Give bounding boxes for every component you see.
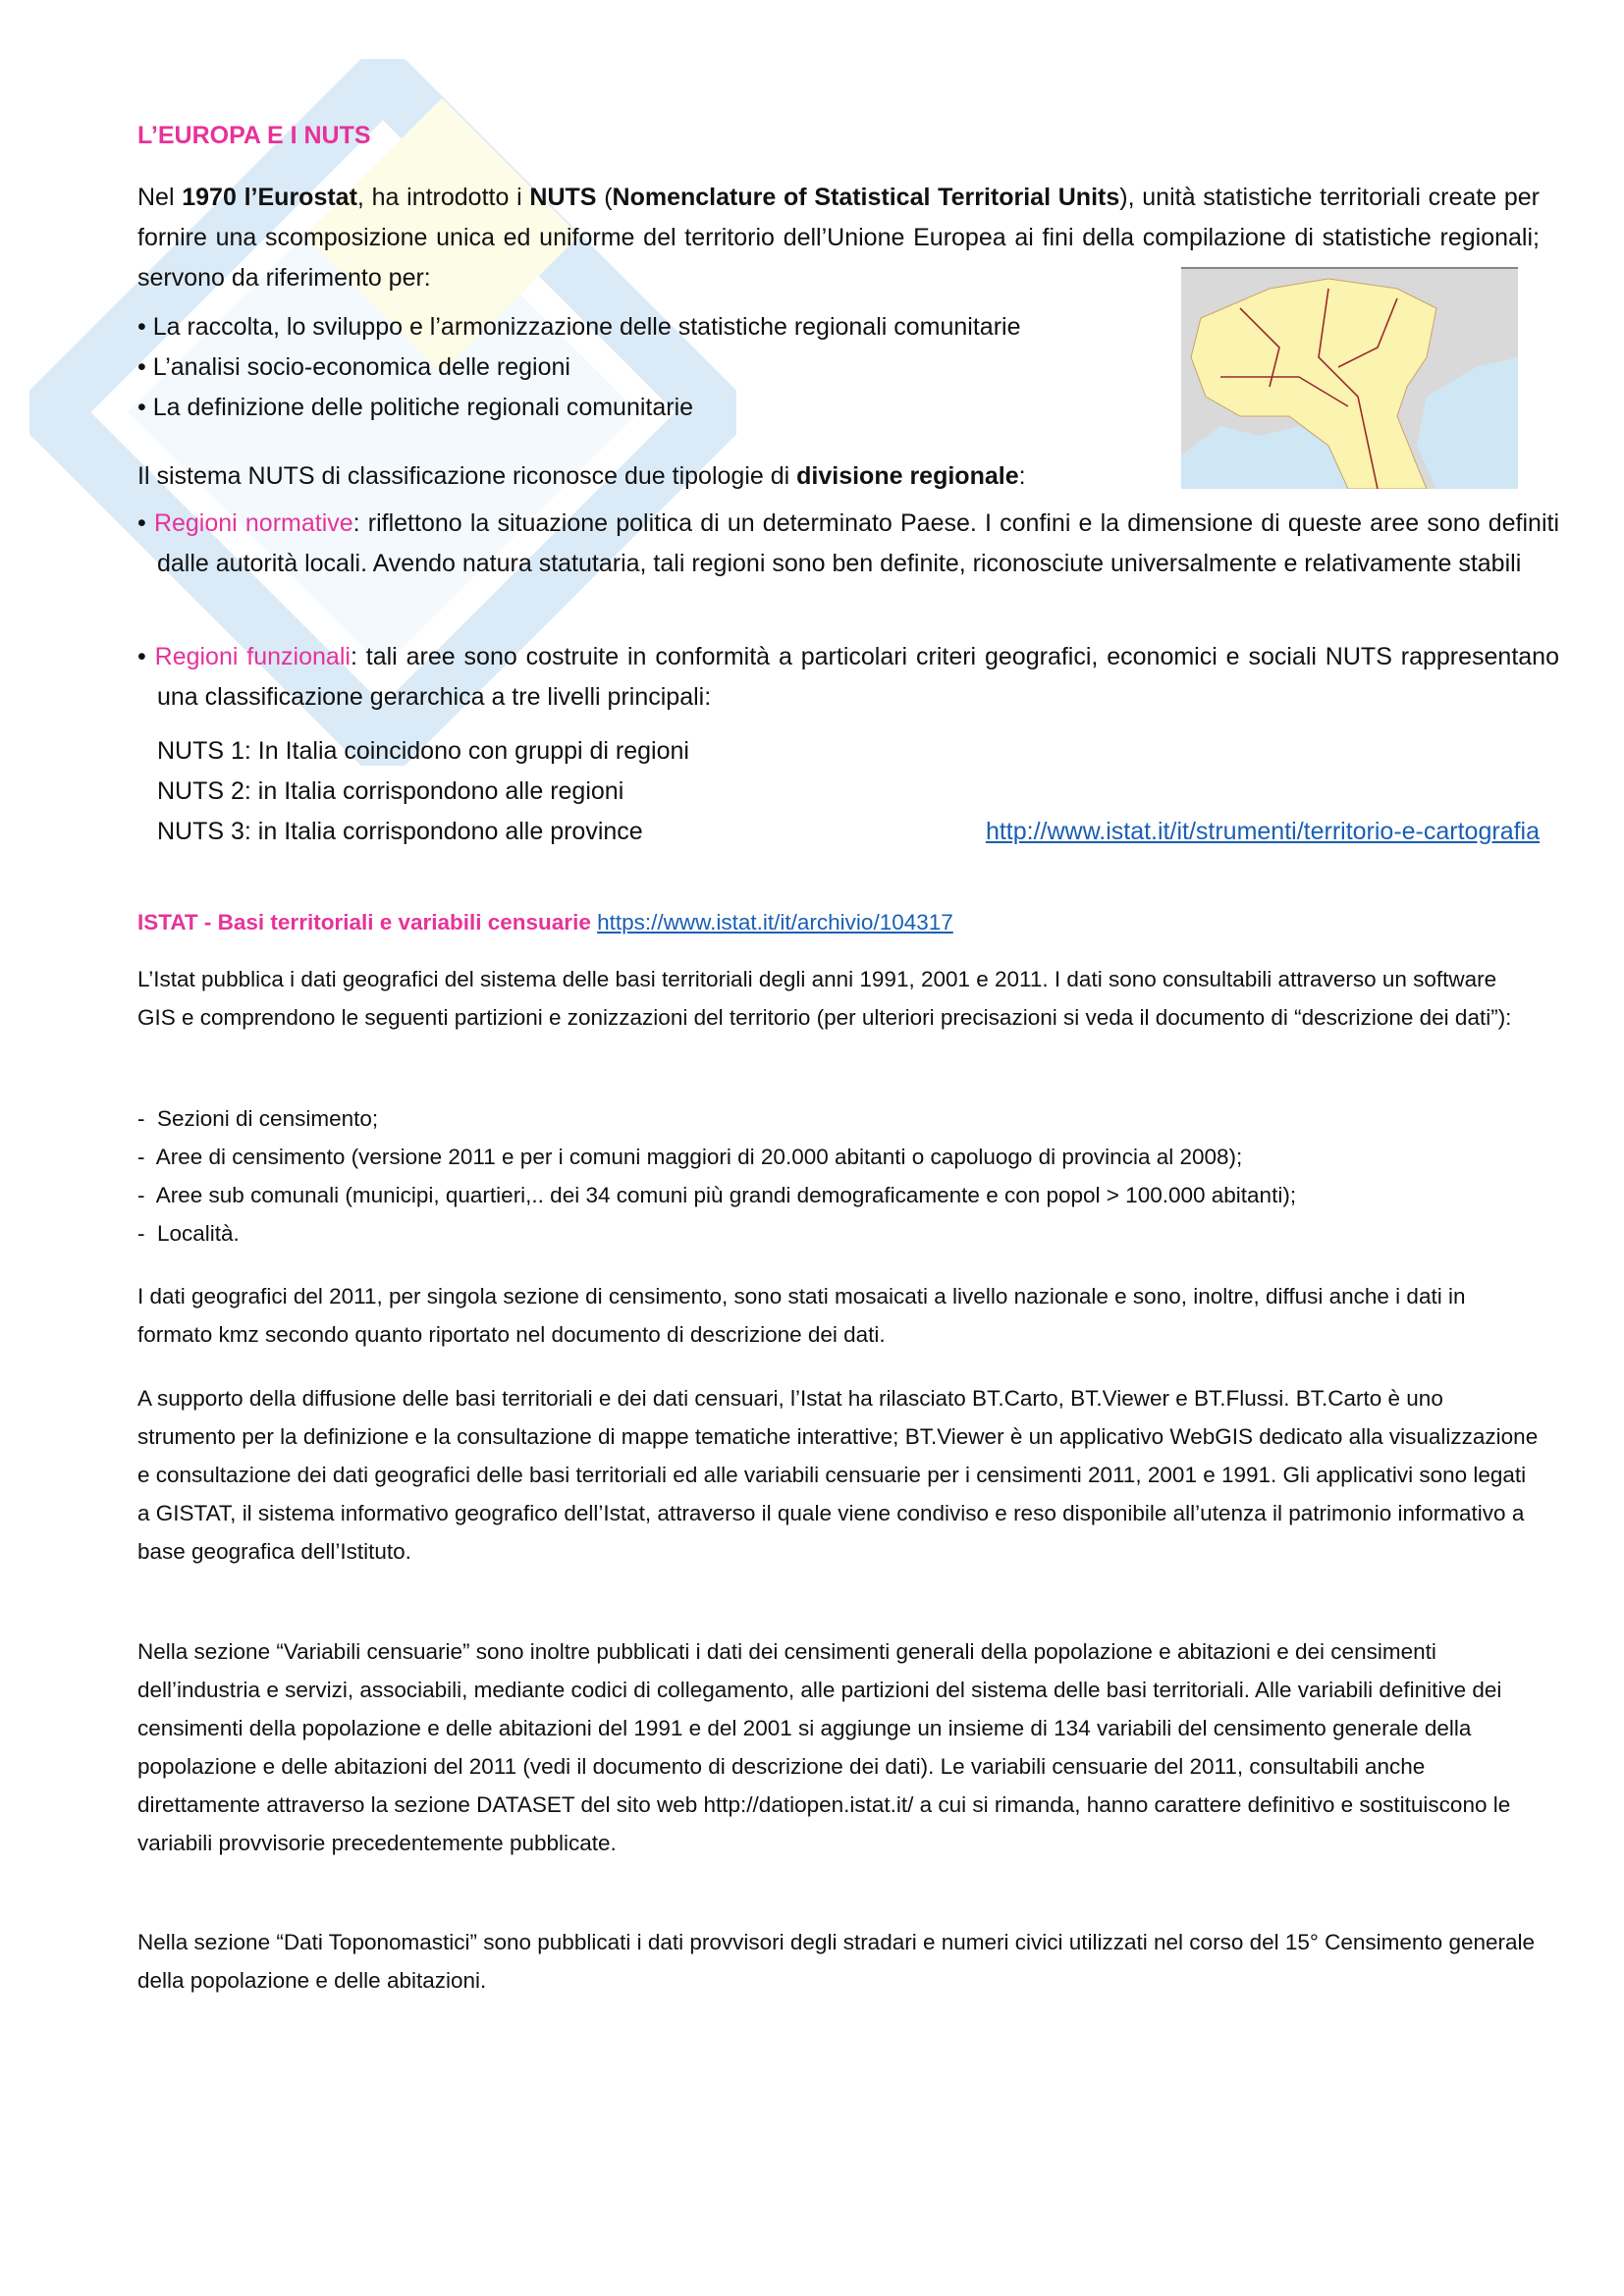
nuts-level-2: NUTS 2: in Italia corrispondono alle regioni bbox=[157, 776, 624, 805]
istat-cartografia-link[interactable]: http://www.istat.it/it/strumenti/territorio-e-cartografia bbox=[985, 818, 1540, 845]
paragraph-2011-data: I dati geografici del 2011, per singola sezione di censimento, sono stati mosaicati a livello nazionale e sono, inoltre, diffusi anche i dati in formato kmz secondo quanto riportato nel documento di descrizione dei dati. bbox=[137, 1284, 1466, 1347]
regioni-funzionali-item: • Regioni funzionali: tali aree sono costruite in conformità a particolari criteri geografici, economici e sociali NUTS rappresentano una classificazione gerarchica a tre livelli principali: bbox=[137, 643, 1559, 711]
regioni-normative-item: • Regioni normative: riflettono la situazione politica di un determinato Paese. I confini e la dimensione di queste aree sono definiti dalle autorità locali. Avendo natura statutaria, tali regioni sono ben definite, riconosciute universalmente e relativamente stabili bbox=[137, 509, 1559, 577]
paragraph-intro: L’Istat pubblica i dati geografici del sistema delle basi territoriali degli anni 1991, 2001 e 2011. I dati sono consultabili attraverso un software GIS e comprendono le seguenti partizioni e zonizzazioni del territorio (per ulteriori precisazioni si veda il documento di “descrizione dei dati”): bbox=[137, 967, 1512, 1030]
list-item: • La raccolta, lo sviluppo e l’armonizzazione delle statistiche regionali comunitarie bbox=[137, 313, 1021, 341]
list-item: - Aree sub comunali (municipi, quartieri,.. dei 34 comuni più grandi demograficamente e con popol > 100.000 abitanti); bbox=[137, 1183, 1297, 1207]
uses-list bbox=[137, 307, 1159, 427]
nuts-level-3: NUTS 3: in Italia corrispondono alle province bbox=[157, 817, 643, 845]
intro-paragraph: Nel 1970 l’Eurostat, ha introdotto i NUTS (Nomenclature of Statistical Territorial Units), unità statistiche territoriali create per fornire una scomposizione unica ed uniforme del territorio dell’Unione Europea ai fini della compilazione di statistiche regionali; servono da riferimento per: bbox=[137, 184, 1541, 292]
list-item: • L’analisi socio-economica delle regioni bbox=[137, 352, 570, 381]
partitions-list bbox=[137, 1099, 1540, 1253]
nuts-level-1: NUTS 1: In Italia coincidono con gruppi di regioni bbox=[157, 737, 689, 765]
list-item: - Aree di censimento (versione 2011 e per i comuni maggiori di 20.000 abitanti o capoluogo di provincia al 2008); bbox=[137, 1145, 1243, 1169]
paragraph-bt-tools: A supporto della diffusione delle basi territoriali e dei dati censuari, l’Istat ha rilasciato BT.Carto, BT.Viewer e BT.Flussi. BT.Carto è uno strumento per la definizione e la consultazione di mappe tematiche interattive; BT.Viewer è un applicativo WebGIS dedicato alla visualizzazione e consultazione dei dati geografici delle basi territoriali ed alle variabili censuarie per i censimenti 2011, 2001 e 1991. Gli applicativi sono legati a GISTAT, il sistema informativo geografico dell’Istat, attraverso il quale viene condiviso e reso disponibile all’utenza il patrimonio informativo a base geografica dell’Istituto. bbox=[137, 1386, 1539, 1564]
list-item: • La definizione delle politiche regionali comunitarie bbox=[137, 393, 694, 421]
classification-paragraph: Il sistema NUTS di classificazione riconosce due tipologie di divisione regionale: bbox=[137, 462, 1026, 490]
istat-archivio-link[interactable]: https://www.istat.it/it/archivio/104317 bbox=[597, 910, 953, 934]
section-title-nuts: L’EUROPA E I NUTS bbox=[137, 122, 371, 149]
istat-heading: ISTAT - Basi territoriali e variabili censuarie https://www.istat.it/it/archivio/104317 bbox=[137, 910, 953, 934]
paragraph-variabili-censuarie: Nella sezione “Variabili censuarie” sono inoltre pubblicati i dati dei censimenti generali della popolazione e abitazioni e dei censimenti dell’industria e servizi, associabili, mediante codici di collegamento, alle partizioni del sistema delle basi territoriali. Alle variabili definitive dei censimenti della popolazione e delle abitazioni del 1991 e del 2001 si aggiunge un insieme di 134 variabili del censimento generale della popolazione e delle abitazioni del 2011 (vedi il documento di descrizione dei dati). Le variabili censuarie del 2011, consultabili anche direttamente attraverso la sezione DATASET del sito web http://datiopen.istat.it/ a cui si rimanda, hanno carattere definitivo e sostituiscono le variabili provvisorie precedentemente pubblicate. bbox=[137, 1639, 1511, 1855]
list-item: - Sezioni di censimento; bbox=[137, 1106, 379, 1131]
list-item: - Località. bbox=[137, 1221, 240, 1246]
paragraph-dati-toponomastici: Nella sezione “Dati Toponomastici” sono pubblicati i dati provvisori degli stradari e numeri civici utilizzati nel corso del 15° Censimento generale della popolazione e delle abitazioni. bbox=[137, 1930, 1536, 1993]
